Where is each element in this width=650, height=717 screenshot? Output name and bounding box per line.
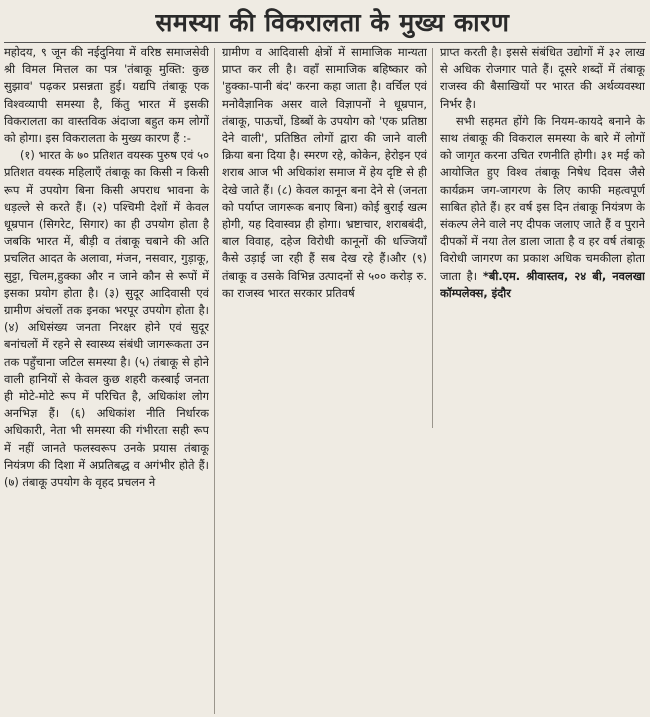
column-2 [222,44,427,434]
headline: समस्या की विकरालता के मुख्य कारण [155,8,510,37]
column-3-paragraph-2-text: सभी सहमत होंगे कि नियम-कायदे बनाने के साथ तंबाकू की विकराल समस्या के बारे में लोगों को जागृत करना उचित रणनीति होगी। ३१ मई को आयोजित हुए विश्व तंबाकू निषेध दिवस जैसे कार्यक्रम जग-जागरण के लिए काफी महत्वपूर्ण साबित होते हैं। हर वर्ष इस दिन तंबाकू नियंत्रण के संकल्प लेने वाले नए दीपक जलाए जाते हैं व पुराने दीपकों में नया तेल डाला जाता है व हर वर्ष तंबाकू विरोधी जागरण का प्रकाश अधिक चमकीला होता जाता है। [440,113,645,283]
column-1 [4,44,209,714]
column-divider-2 [432,48,433,428]
author-byline: *बी.एम. श्रीवास्तव, २४ बी, नवलखा कॉम्पलेक्स, इंदौर [440,268,645,300]
column-3 [440,44,645,414]
column-1-paragraph-2: (१) भारत के ७० प्रतिशत वयस्क पुरुष एवं ५० प्रतिशत वयस्क महिलाएँ तंबाकू का किसी न किसी रूप में उपयोग बिना किसी अपराध भावना के धड़ल्ले से करते हैं। (२) पश्चिमी देशों में केवल धूम्रपान (सिगरेट, सिगार) का ही उपयोग होता है जबकि भारत में, बीड़ी व तंबाकू चबाने की अति प्रचलित आदत के अलावा, मंजन, नसवार, गुड़ाकू, सुट्टा, चिलम,हुक्का और न जाने कौन से रूपों में इसका प्रयोग होता है। (३) सुदूर आदिवासी एवं ग्रामीण अंचलों तक इनका भरपूर उपयोग होता है। (४) अधिसंख्य जनता निरक्षर होने एवं सुदूर बनांचलों में रहने से स्वास्थ्य संबंधी जागरूकता उन तक पहुँचाना जटिल समस्या है। (५) तंबाकू से होने वाली हानियों से केवल कुछ शहरी कस्बाई जनता ही मोटे-मोटे रूप में परिचित है, अधिकांश लोग अनभिज्ञ हैं। (६) अधिकांश नीति निर्धारक अधिकारी, नेता भी समस्या की गंभीरता सही रूप में नहीं जानते फलस्वरूप उनके प्रयास तंबाकू नियंत्रण की दिशा में अप्रतिबद्ध व अगंभीर होते हैं। (७) तंबाकू उपयोग के वृहद प्रचलन ने [4,148,209,490]
column-1-paragraph-1: महोदय, ९ जून की नईदुनिया में वरिष्ठ समाजसेवी श्री विमल मित्तल का पत्र 'तंबाकू मुक्ति: कुछ सुझाव' पढ़कर प्रसन्नता हुई। यद्यपि तंबाकू एक विश्वव्यापी समस्या है, किंतु भारत में इसकी विकरालता का वास्तविक अंदाजा बहुत कम लोगों को होगा। इस विकरालता के मुख्य कारण हैं :- [4,45,209,146]
column-divider-1 [214,48,215,714]
headline-rule [4,42,646,43]
column-2-paragraph-1: ग्रामीण व आदिवासी क्षेत्रों में सामाजिक मान्यता प्राप्त कर ली है। वहाँ सामाजिक बहिष्कार को 'हुक्का-पानी बंद' करना कहा जाता है। वर्चिल एवं मनोवैज्ञानिक असर वाले विज्ञापनों ने धूम्रपान, तंबाकू, पाऊचों, डिब्बों के उपयोग को 'एक प्रतिष्ठा देने वाली', प्रतिष्ठित लोगों द्वारा की जाने वाली क्रिया बना दिया है। स्मरण रहे, कोकेन, हेरोइन एवं शराब आज भी अधिकांश समाज में हेय दृष्टि से ही देखे जाते हैं। (८) केवल कानून बना देने से (जनता को पर्याप्त जागरूक बनाए बिना) कोई बुराई खत्म होगी, यह दिवास्वप्न ही होगा। भ्रष्टाचार, शराबबंदी, बाल विवाह, दहेज विरोधी कानूनों की धज्जियाँ कैसे उड़ाई जा रही हैं सब देख रहे हैं।और (९) तंबाकू व उसके विभिन्न उत्पादनों से ५०० करोड़ रु. का राजस्व भारत सरकार प्रतिवर्ष [222,45,427,300]
column-3-paragraph-1: प्राप्त करती है। इससे संबंधित उद्योगों में ३२ लाख से अधिक रोजगार पाते हैं। दूसरे शब्दों में तंबाकू राजस्व की बैसाखियों पर भारत की अर्थव्यवस्था निर्भर है। [440,45,645,111]
column-3-paragraph-2 [440,113,645,302]
